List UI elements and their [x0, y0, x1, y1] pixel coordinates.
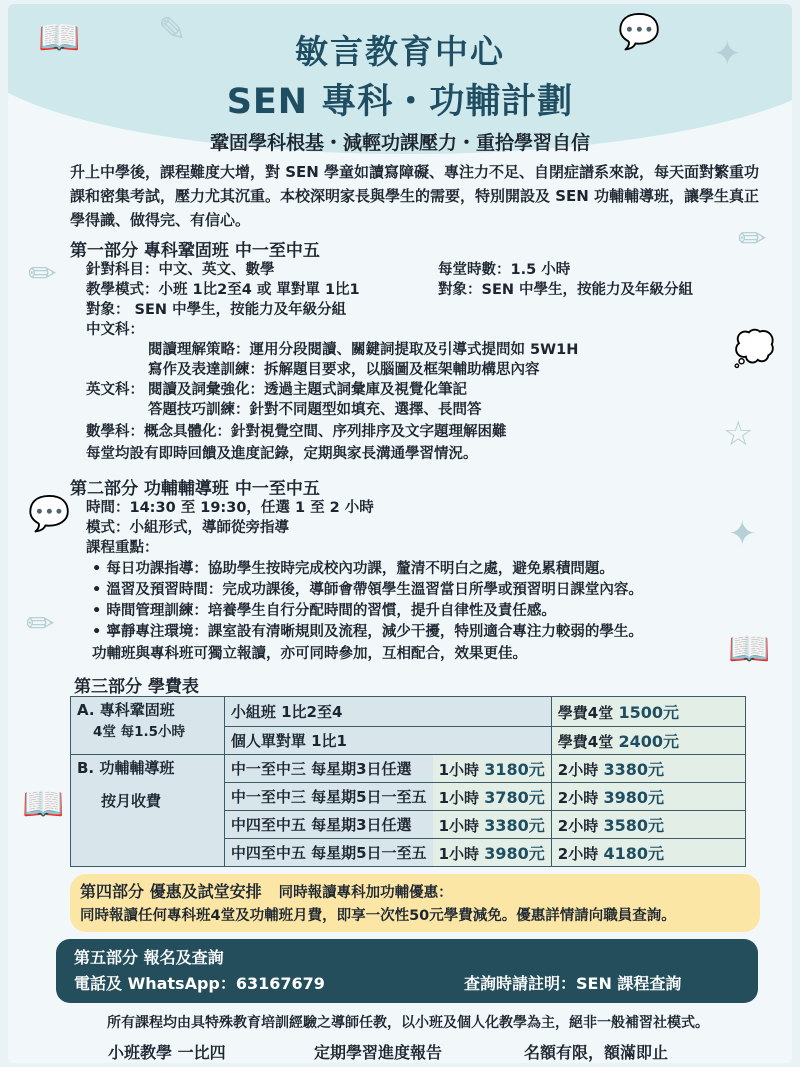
poster [8, 4, 792, 1063]
fee-price: 3380元 [603, 760, 664, 779]
table-row [71, 697, 746, 727]
chat-bubble-icon: 💬 [28, 494, 71, 534]
contact-banner [56, 939, 758, 1003]
book-icon: 📖 [22, 784, 65, 824]
part5-heading: 第五部分 報名及查詢 [74, 948, 224, 967]
fee-hours: 2小時 [557, 845, 599, 863]
part2-mode: 模式：小組形式，導師從旁指導 [86, 520, 289, 536]
fee-1h [433, 783, 552, 811]
fee-2h [551, 839, 745, 867]
fee-2h [551, 755, 745, 783]
fee-desc: 中四至中五 每星期3日任選 [224, 811, 432, 839]
slogan: 鞏固學科根基・減輕功課壓力・重拾學習自信 [209, 132, 590, 154]
pencil-icon: ✏ [738, 219, 767, 259]
fee-price: 3180元 [484, 760, 545, 779]
fee-table [70, 696, 746, 867]
pencil-icon: ✎ [158, 10, 187, 50]
footer-item: 名額有限，額滿即止 [524, 1043, 669, 1062]
fee-price: 2400元 [618, 732, 679, 751]
fee-course-a-name: A. 專科鞏固班 [77, 701, 175, 719]
part2-note: 功輔班與專科班可獨立報讀，亦可同時參加，互相配合，效果更佳。 [92, 646, 527, 662]
part1-target: 對象： SEN 中學生，按能力及年級分組 [86, 302, 347, 318]
fee-1h [433, 811, 552, 839]
fee-course-b-name: B. 功輔輔導班 [77, 759, 175, 777]
offer-text: 同時報讀任何專科班4堂及功輔班月費，即享一次性50元學費減免。優惠詳情請向職員查詢。 [80, 908, 676, 924]
contact-line [74, 971, 740, 997]
star-icon: ☆ [723, 414, 754, 454]
fee-price: 3780元 [484, 788, 545, 807]
part1-subjects: 針對科目：中文、英文、數學 [86, 262, 275, 278]
part1-feedback: 每堂均設有即時回饋及進度記錄，定期與家長溝通學習情況。 [86, 446, 478, 462]
fee-price-cell [551, 727, 745, 755]
fee-price: 1500元 [618, 703, 679, 722]
fee-hours: 1小時 [438, 817, 479, 835]
fee-label: 學費4堂 [557, 704, 614, 722]
fee-hours: 2小時 [557, 789, 599, 807]
offer-banner [70, 874, 760, 932]
part2-focus-label: 課程重點： [86, 540, 159, 556]
chat-bubble-icon: 💭 [733, 329, 776, 369]
fee-hours: 2小時 [557, 761, 599, 779]
part2-time: 時間：14:30 至 19:30，任選 1 至 2 小時 [86, 500, 374, 516]
pencil-icon: ✏ [26, 604, 55, 644]
fee-price: 3980元 [484, 844, 545, 863]
fee-price: 4180元 [603, 844, 664, 863]
footer-item: 定期學習進度報告 [314, 1043, 443, 1062]
contact-phone[interactable]: 電話及 WhatsApp：63167679 [74, 974, 325, 993]
page-title: 敏言教育中心 [295, 32, 505, 71]
part2-point: • 溫習及預習時間：完成功課後，導師會帶領學生溫習當日所學或預習明日課堂內容。 [92, 582, 643, 598]
footer-text: 所有課程均由具特殊教育培訓經驗之導師任教，以小班及個人化教學為主，絕非一般補習社模式。 [107, 1015, 709, 1031]
fee-course-a [71, 697, 225, 755]
fee-desc: 中一至中三 每星期3日任選 [224, 755, 432, 783]
part2-heading: 第二部分 功輔輔導班 中一至中五 [70, 479, 320, 499]
offer-heading-line [80, 880, 750, 905]
part1-target-right: 對象：SEN 中學生，按能力及年級分組 [438, 282, 694, 298]
puzzle-icon: ✦ [728, 514, 757, 554]
fee-price-cell [551, 697, 745, 727]
english-label: 英文科： [86, 382, 144, 398]
math-item: 數學科：概念具體化：針對視覺空間、序列排序及文字題理解困難 [86, 424, 507, 440]
fee-course-b-sub: 按月收費 [101, 792, 162, 810]
fee-price: 3380元 [484, 816, 545, 835]
footer-item: 小班教學 一比四 [108, 1043, 226, 1062]
part2-point: • 時間管理訓練：培養學生自行分配時間的習慣，提升自律性及責任感。 [92, 603, 556, 619]
fee-price: 3580元 [603, 816, 664, 835]
intro-paragraph: 升上中學後，課程難度大增，對 SEN 學童如讀寫障礙、專注力不足、自閉症譜系來說，每天面對繁重功課和密集考試，壓力尤其沉重。本校深明家長與學生的需要，特別開設及 SEN 功輔輔導班，讓學生真正學得識、做得完、有信心。 [70, 163, 760, 229]
chinese-label: 中文科： [86, 322, 144, 338]
fee-2h [551, 783, 745, 811]
chat-bubble-icon: 💬 [618, 12, 661, 52]
table-row [71, 755, 746, 783]
fee-2h [551, 811, 745, 839]
contact-remark: 查詢時請註明：SEN 課程查詢 [464, 974, 682, 993]
book-icon: 📖 [728, 629, 771, 669]
part1-mode: 教學模式：小班 1比2至4 或 單對單 1比1 [86, 282, 360, 298]
fee-desc: 中一至中三 每星期5日一至五 [224, 783, 432, 811]
fee-class: 小組班 1比2至4 [224, 697, 551, 727]
part1-heading: 第一部分 專科鞏固班 中一至中五 [70, 241, 320, 261]
fee-hours: 1小時 [438, 789, 479, 807]
english-item-2: 答題技巧訓練：針對不同題型如填充、選擇、長問答 [148, 402, 482, 418]
part2-point: • 寧靜專注環境：課室設有清晰規則及流程，減少干擾，特別適合專注力較弱的學生。 [92, 624, 643, 640]
part2-point: • 每日功課指導：協助學生按時完成校內功課，釐清不明白之處，避免累積問題。 [92, 561, 614, 577]
fee-1h [433, 755, 552, 783]
fee-hours: 1小時 [438, 761, 479, 779]
chinese-item-2: 寫作及表達訓練：拆解題目要求，以腦圖及框架輔助構思內容 [148, 362, 540, 378]
part4-heading: 第四部分 優惠及試堂安排 [80, 882, 262, 901]
book-icon: 📖 [38, 18, 81, 58]
fee-desc: 中四至中五 每星期5日一至五 [224, 839, 432, 867]
fee-label: 學費4堂 [557, 733, 614, 751]
pencil-icon: ✏ [28, 254, 57, 294]
fee-hours: 2小時 [557, 817, 599, 835]
part4-heading-note: 同時報讀專科加功輔優惠： [278, 885, 453, 901]
part3-heading: 第三部分 學費表 [74, 677, 199, 697]
part1-hours: 每堂時數：1.5 小時 [438, 262, 571, 278]
fee-class: 個人單對單 1比1 [224, 727, 551, 755]
chinese-item-1: 閱讀理解策略：運用分段閱讀、關鍵詞提取及引導式提問如 5W1H [148, 342, 579, 358]
puzzle-icon: ✦ [713, 34, 742, 74]
fee-price: 3980元 [603, 788, 664, 807]
page-subtitle: SEN 專科・功輔計劃 [226, 82, 574, 122]
fee-hours: 1小時 [438, 845, 479, 863]
english-item-1: 閱讀及詞彙強化：透過主題式詞彙庫及視覺化筆記 [148, 382, 467, 398]
fee-course-b [71, 755, 225, 867]
fee-1h [433, 839, 552, 867]
fee-course-a-sub: 4堂 每1.5小時 [93, 724, 186, 740]
